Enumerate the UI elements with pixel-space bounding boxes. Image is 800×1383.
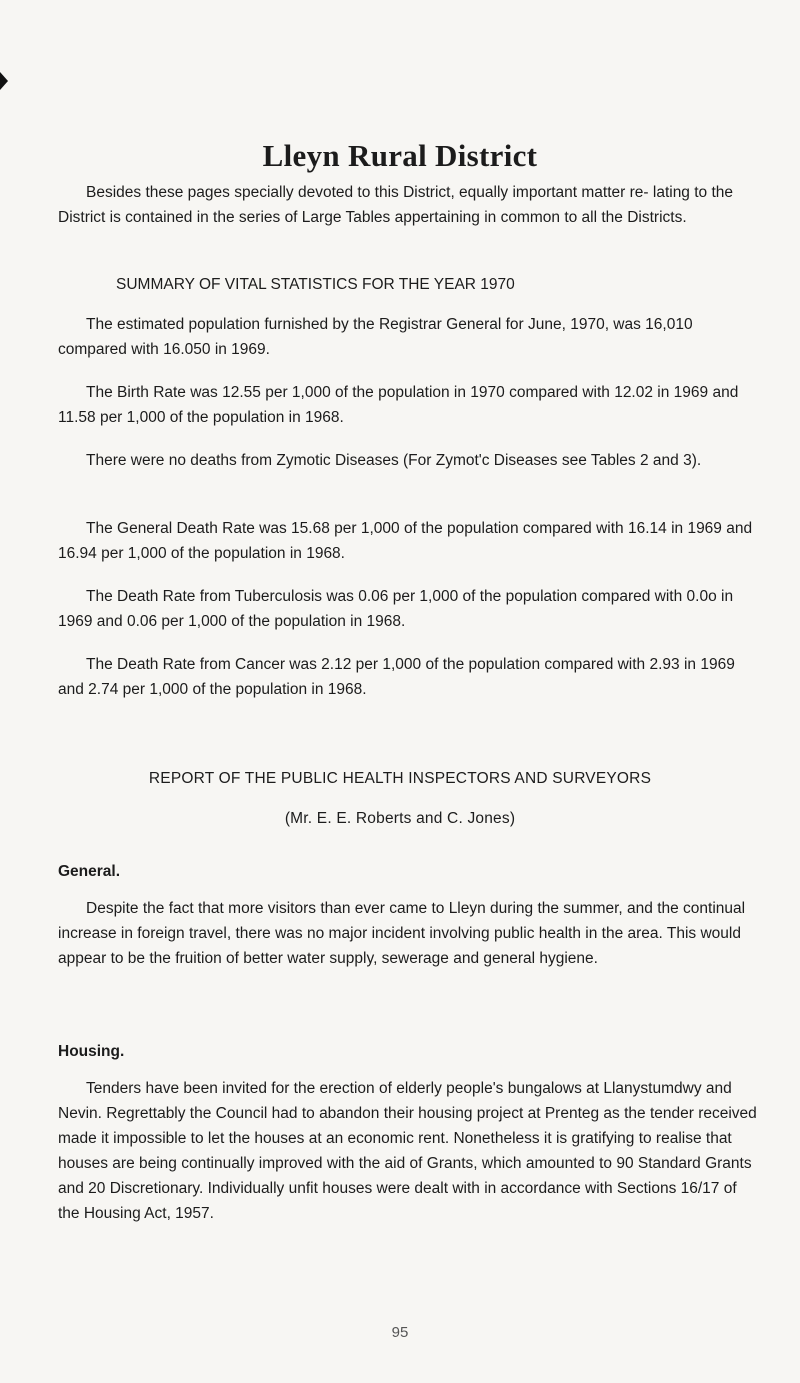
general-death-rate-paragraph: The General Death Rate was 15.68 per 1,000 of the population compared with 16.14 in 1969 and 16.94 per 1,000 of the population in 1968. <box>58 520 753 562</box>
population-paragraph: The estimated population furnished by the Registrar General for June, 1970, was 16,010 compared with 16.050 in 1969. <box>58 316 693 358</box>
zymotic-paragraph: There were no deaths from Zymotic Diseases (For Zymot'c Diseases see Tables 2 and 3). <box>86 452 702 469</box>
cancer-paragraph: The Death Rate from Cancer was 2.12 per 1,000 of the population compared with 2.93 in 1969 and 2.74 per 1,000 of the population in 1968. <box>58 656 735 698</box>
birth-rate-paragraph: The Birth Rate was 12.55 per 1,000 of the population in 1970 compared with 12.02 in 1969 and 11.58 per 1,000 of the population in 1968. <box>58 384 739 426</box>
report-subheading: (Mr. E. E. Roberts and C. Jones) <box>284 810 516 827</box>
intro-paragraph: Besides these pages specially devoted to this District, equally important matter re- lating to the District is contained in the series of Large Tables appertaining in common to all the Districts. <box>58 184 734 226</box>
report-heading: REPORT OF THE PUBLIC HEALTH INSPECTORS AND SURVEYORS <box>148 770 652 787</box>
housing-heading: Housing. <box>58 1043 125 1060</box>
summary-heading: SUMMARY OF VITAL STATISTICS FOR THE YEAR 1970 <box>116 276 515 293</box>
page-number: 95 <box>391 1324 409 1341</box>
margin-mark <box>0 72 8 90</box>
page-title: Lleyn Rural District <box>262 138 538 173</box>
tuberculosis-paragraph: The Death Rate from Tuberculosis was 0.06 per 1,000 of the population compared with 0.0o in 1969 and 0.06 per 1,000 of the population in 1968. <box>58 588 734 630</box>
housing-paragraph: Tenders have been invited for the erection of elderly people's bungalows at Llanystumdwy and Nevin. Regrettably the Council had to abandon their housing project at Prenteg as the tender received made it impossible to let the houses at an economic rent. Nonetheless it is gratifying to realise that houses are being continually improved with the aid of Grants, which amounted to 90 Standard Grants and 20 Discretionary. Individually unfit houses were dealt with in accordance with Sections 16/17 of the Housing Act, 1957. <box>58 1080 757 1222</box>
general-heading: General. <box>58 863 121 880</box>
general-paragraph: Despite the fact that more visitors than ever came to Lleyn during the summer, and the continual increase in foreign travel, there was no major incident involving public health in the area. This would appear to be the fruition of better water supply, sewerage and general hygiene. <box>58 900 746 967</box>
